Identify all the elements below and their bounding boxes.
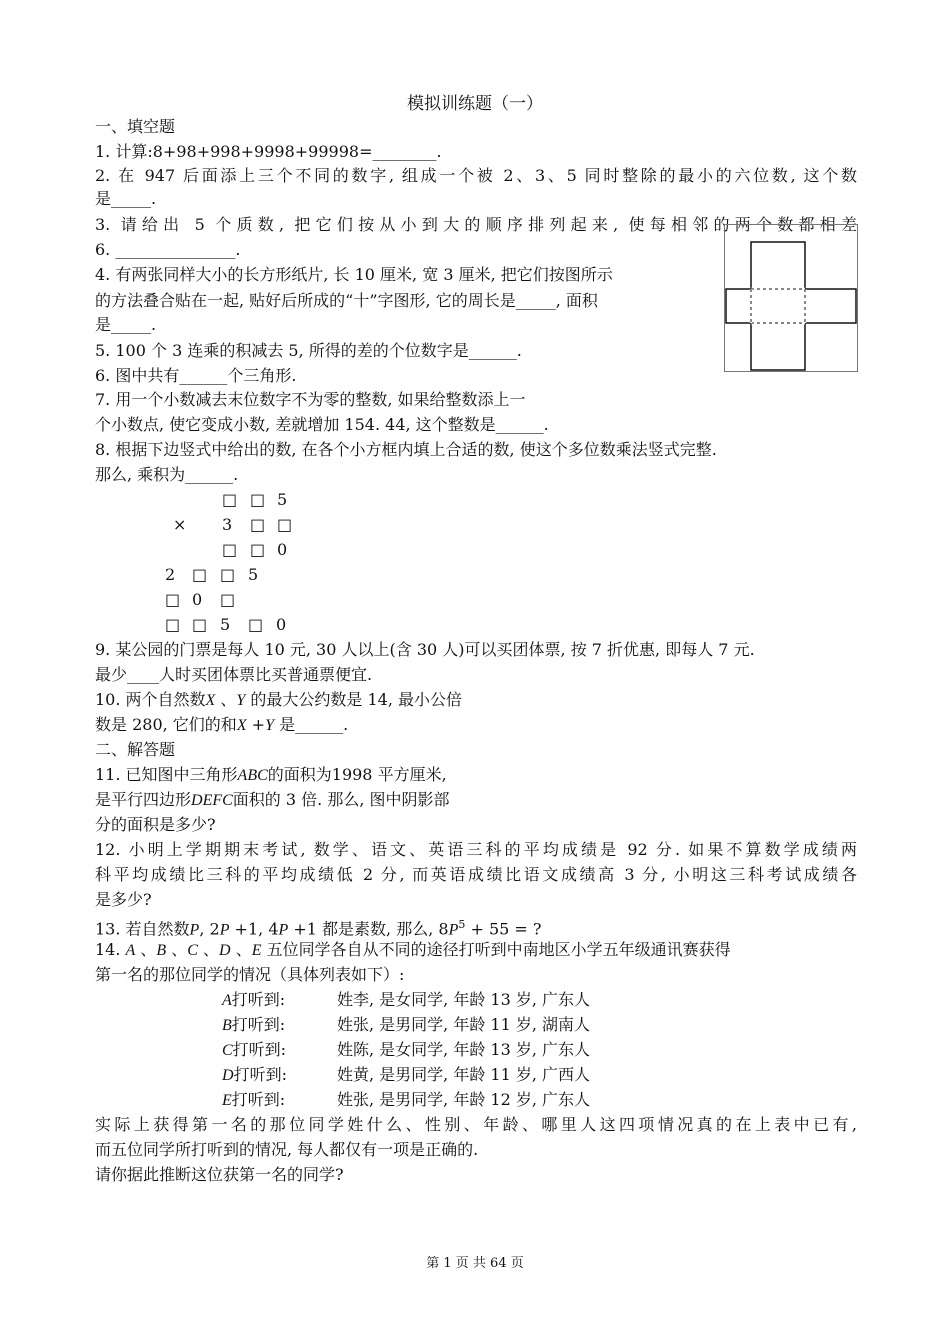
table-row: B打听到:	[222, 1015, 286, 1034]
mult-r2-c1: 3	[222, 515, 233, 534]
question-10-line-2: 数是 280, 它们的和X +Y 是______.	[95, 715, 349, 734]
mult-r1-c1: □	[222, 490, 238, 509]
question-14-line-5: 请你据此推断这位获第一名的同学?	[95, 1165, 344, 1184]
mult-r6-c5: 0	[276, 615, 287, 634]
page-title: 模拟训练题（一）	[407, 94, 543, 114]
mult-r6-c1: □	[165, 615, 181, 634]
question-9-line-1: 9. 某公园的门票是每人 10 元, 30 人以上(含 30 人)可以买团体票, 按 7 折优惠, 即每人 7 元.	[95, 640, 755, 659]
mult-r3-c3: 0	[277, 540, 288, 559]
mult-r5-c1: □	[165, 590, 181, 609]
section-heading-fill-in: 一、填空题	[95, 117, 176, 136]
mult-r6-c4: □	[248, 615, 264, 634]
question-11-line-2: 是平行四边形DEFC面积的 3 倍. 那么, 图中阴影部	[95, 790, 450, 809]
question-8-line-2: 那么, 乘积为______.	[95, 465, 239, 484]
question-2-line-1: 2. 在 947 后面添上三个不同的数字, 组成一个被 2、3、5 同时整除的最小的六位数, 这个数	[95, 166, 857, 185]
question-12-line-3: 是多少?	[95, 890, 152, 909]
question-3-line-2: 6. _______________.	[95, 240, 241, 259]
question-9-line-2: 最少____人时买团体票比买普通票便宜.	[95, 665, 373, 684]
mult-times-sign: ×	[173, 515, 187, 534]
question-14-line-3: 实际上获得第一名的那位同学姓什么、性别、年龄、哪里人这四项情况真的在上表中已有,	[95, 1115, 857, 1134]
mult-r5-c2: 0	[192, 590, 203, 609]
table-row-info: 姓李, 是女同学, 年龄 13 岁, 广东人	[337, 990, 591, 1009]
question-1: 1. 计算:8+98+998+9998+99998=________.	[95, 142, 442, 161]
question-11-line-3: 分的面积是多少?	[95, 815, 216, 834]
question-14-line-2: 第一名的那位同学的情况（具体列表如下）:	[95, 965, 405, 984]
question-6: 6. 图中共有______个三角形.	[95, 366, 297, 385]
vertical-strip	[751, 242, 805, 370]
mult-r3-c2: □	[250, 540, 266, 559]
table-row: C打听到:	[222, 1040, 287, 1059]
table-row-info: 姓张, 是男同学, 年龄 11 岁, 湖南人	[337, 1015, 591, 1034]
table-row: A打听到:	[222, 990, 286, 1009]
cross-figure-frame	[724, 224, 858, 372]
table-row: E打听到:	[222, 1090, 286, 1109]
horizontal-strip	[726, 289, 856, 323]
mult-r3-c1: □	[222, 540, 238, 559]
section-heading-solutions: 二、解答题	[95, 740, 176, 759]
question-7-line-1: 7. 用一个小数减去末位数字不为零的整数, 如果给整数添上一	[95, 390, 526, 409]
question-12-line-1: 12. 小明上学期期末考试, 数学、语文、英语三科的平均成绩是 92 分. 如果不算数学成绩两	[95, 840, 857, 859]
page-footer: 第 1 页 共 64 页	[426, 1256, 524, 1271]
cross-figure	[725, 225, 857, 371]
question-3-line-1: 3. 请给出 5 个质数, 把它们按从小到大的顺序排列起来, 使每相邻的两个数都相差	[95, 215, 857, 234]
mult-r4-c2: □	[192, 565, 208, 584]
question-7-line-2: 个小数点, 使它变成小数, 差就增加 154. 44, 这个整数是______.	[95, 415, 549, 434]
question-4-line-1: 4. 有两张同样大小的长方形纸片, 长 10 厘米, 宽 3 厘米, 把它们按图所示	[95, 265, 613, 284]
mult-r4-c4: 5	[248, 565, 259, 584]
table-row-info: 姓陈, 是女同学, 年龄 13 岁, 广东人	[337, 1040, 591, 1059]
question-4-line-2: 的方法叠合贴在一起, 贴好后所成的“十”字图形, 它的周长是_____, 面积	[95, 291, 598, 310]
mult-r2-c2: □	[250, 515, 266, 534]
question-10-line-1: 10. 两个自然数X 、Y 的最大公约数是 14, 最小公倍	[95, 690, 463, 709]
question-4-line-3: 是_____.	[95, 315, 157, 334]
table-row-info: 姓张, 是男同学, 年龄 12 岁, 广东人	[337, 1090, 591, 1109]
table-row-info: 姓黄, 是男同学, 年龄 11 岁, 广西人	[337, 1065, 591, 1084]
mult-r4-c1: 2	[165, 565, 176, 584]
question-8-line-1: 8. 根据下边竖式中给出的数, 在各个小方框内填上合适的数, 使这个多位数乘法竖式完整.	[95, 440, 717, 459]
question-5: 5. 100 个 3 连乘的积减去 5, 所得的差的个位数字是______.	[95, 341, 522, 360]
question-14-line-4: 而五位同学所打听到的情况, 每人都仅有一项是正确的.	[95, 1140, 479, 1159]
mult-r4-c3: □	[220, 565, 236, 584]
question-13: 13. 若自然数P, 2P +1, 4P +1 都是素数, 那么, $8P^5 + 55$ = ?	[95, 918, 542, 939]
question-14-line-1: 14. A 、B 、C 、D 、E 五位同学各自从不同的途径打听到中南地区小学五年级通讯赛获得	[95, 940, 731, 959]
mult-r6-c3: 5	[220, 615, 231, 634]
question-12-line-2: 科平均成绩比三科的平均成绩低 2 分, 而英语成绩比语文成绩高 3 分, 小明这三科考试成绩各	[95, 865, 857, 884]
table-row: D打听到:	[222, 1065, 287, 1084]
mult-r6-c2: □	[192, 615, 208, 634]
mult-r1-c3: 5	[277, 490, 288, 509]
question-11-line-1: 11. 已知图中三角形ABC的面积为1998 平方厘米,	[95, 765, 447, 784]
mult-r1-c2: □	[250, 490, 266, 509]
mult-r2-c3: □	[277, 515, 293, 534]
question-2-line-2: 是_____.	[95, 189, 157, 208]
mult-r5-c3: □	[220, 590, 236, 609]
